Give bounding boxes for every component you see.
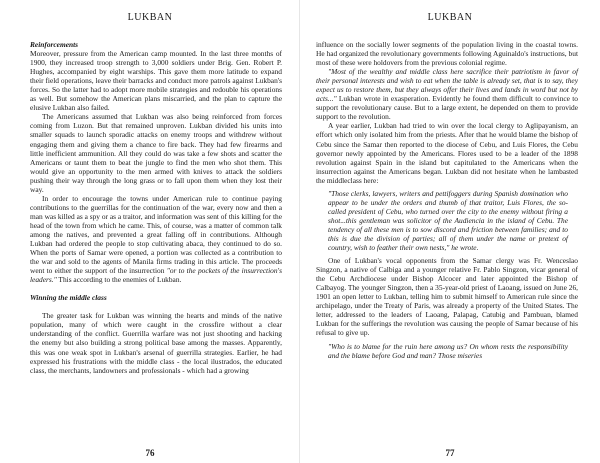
paragraph: influence on the socially lower segments of the population living in the coastal towns. He had organized the revolutionary governments following Aguinaldo's instructions, but most of these were holdovers from the previous colonial regime.: [316, 40, 578, 68]
block-quote: "Who is to blame for the ruin here among us? On whom rests the responsibility and the blame before God and man? Those miseries: [328, 341, 568, 360]
right-page-body: [316, 40, 578, 364]
inline-quote: "or to the pockets of the insurrection's leaders.": [30, 266, 282, 285]
section-heading: Winning the middle class: [30, 293, 107, 303]
paragraph: One of Lukban's vocal opponents from the Samar clergy was Fr. Wenceslao Singzon, a native of Calbiga and a younger relative Fr. Pablo Singzon, vicar general of the Cebu Archdiocese under Bishop Alcocer and later appointed the Bishop of Calbayog. The younger Singzon, then a 35-year-old priest of Laoang, issued on June 26, 1901 an open letter to Lukban, telling him to submit himself to American rule since the archipelago, under the Treaty of Paris, was already a property of the United States. The letter, addressed to the leaders of Laoang, Palapag, Catubig and Pambuan, blamed Lukban for the sufferings the revolution was causing the people of Samar because of his refusal to give up.: [316, 256, 578, 338]
paragraph-text: This according to the enemies of Lukban.: [56, 275, 182, 285]
paragraph-text: Lukban wrote in exasperation. Evidently he found them difficult to convince to support the revolutionary cause. But to a large extent, he depended on them to provide support to the revolution.: [316, 94, 578, 122]
paragraph: [30, 194, 282, 284]
paragraph: Moreover, pressure from the American camp mounted. In the last three months of 1900, they increased troop strength to 3,000 soldiers under Brig. Gen. Robert P. Hughes, accompanied by eight warships. This gave them more latitude to expand their field operations, leave their barracks and conduct more patrols against Lukban's forces. So the latter had to adopt more mobile strategies and redouble his operations as well. But somehow the American plans miscarried, and the plan to capture the elusive Lukban also failed.: [30, 49, 282, 113]
section-heading: Reinforcements: [30, 40, 79, 49]
running-head: LUKBAN: [127, 12, 173, 23]
right-page: [300, 0, 600, 463]
paragraph-text: In order to encourage the towns under American rule to continue paying contributions to the guerrillas for the continuation of the war, every now and then a man was killed as a spy or as a traitor, and information was sent of this killing for the head of the town from which he came. This, of course, was a matter of common talk among the natives, and prevented a great falling off in contributions. Although Lukban had ordered the people to stop cultivating abaca, they continued to do so. When the ports of Samar were opened, a portion was collected as a contribution to the war and sold to the agents of Manila firms trading in this article. The proceeds went to either the support of the insurrection: [30, 193, 282, 276]
inline-quote: "Most of the wealthy and middle class here sacrifice their patriotism in favor of their personal interests and wish to eat when the table is already set, that is to say, they expect us to restore them, but they always offer their lives and lands in word but not by acts...": [316, 67, 578, 104]
running-head: LUKBAN: [427, 12, 473, 23]
page-number: 76: [145, 448, 155, 458]
paragraph: The Americans assumed that Lukban was also being reinforced from forces coming from Luzon. But that remained unproven. Lukban divided his units into smaller squads to launch sporadic attacks on enemy troops and withdrew without engaging them and giving them a chance to fire back. They had few firearms and little inefficient ammunition. All they could do was take a few shots and scatter the Americans or taunt them to beat the jungle to find the men who shot them. This would give an opportunity to the men armed with knives to attack the soldiers pushing their way through the long grass or to fall upon them when they lost their way.: [30, 112, 282, 194]
left-page-body: [30, 40, 282, 375]
block-quote: "Those clerks, lawyers, writers and pettifoggers during Spanish domination who appear to be under the orders and thumb of that traitor, Luis Flores, the so-called president of Cebu, who turned over the city to the enemy without firing a shot...this gentleman was solicitor of the Audiencia in the island of Cebu. The tendency of all these men is to sow discord and friction between families; and to this is due the division of parties; all of them under the name or pretext of country, wish to feather their own nests," he wrote.: [328, 188, 568, 253]
paragraph: A year earlier, Lukban had tried to win over the local clergy to Aglipayanism, an effort which only isolated him from the priests. After that he would blame the bishop of Cebu since the Samar then reported to the diocese of Cebu, and Luis Flores, the Cebu governor newly appointed by the Americans. Flores used to be a leader of the 1898 revolution against Spain in the island but capitulated to the Americans when the insurrection against the Americans began. Lukban did not hesitate when he lambasted the middleclass here:: [316, 121, 578, 185]
paragraph: [316, 67, 578, 121]
page-number: 77: [445, 448, 455, 458]
paragraph: The greater task for Lukban was winning the hearts and minds of the native population, many of which were caught in the crossfire without a clear understanding of the conflict. Guerrilla warfare was not just shooting and hacking the enemy but also building a strong political base among the masses. Apparently, this was one weak spot in Lukban's arsenal of guerrilla strategies. Earlier, he had expressed his frustrations with the middle class - the local ilustrados, the educated class, the merchants, landowners and professionals - which had a growing: [30, 311, 282, 375]
